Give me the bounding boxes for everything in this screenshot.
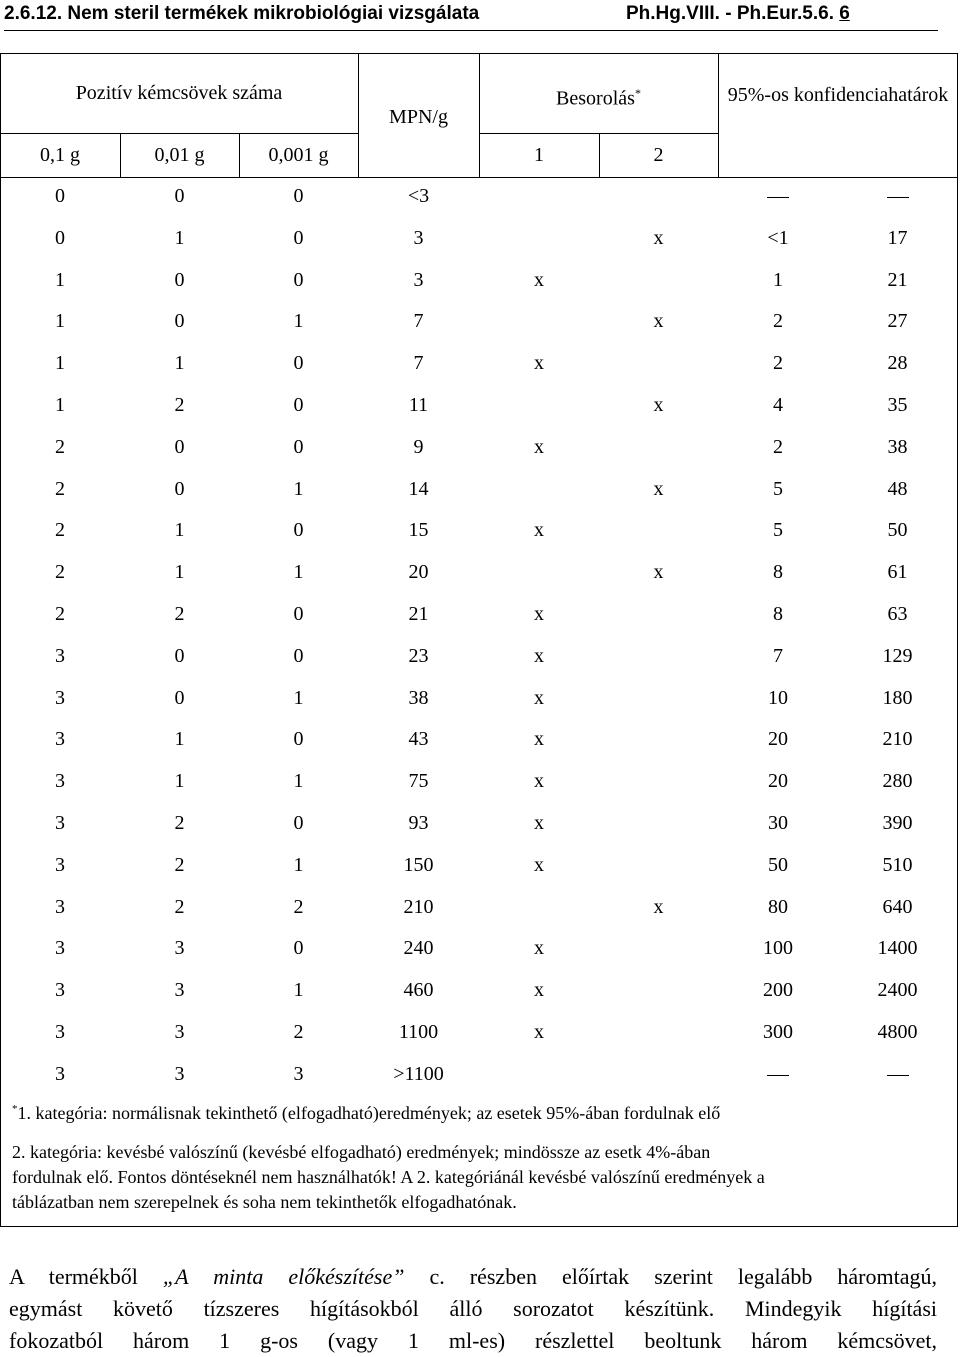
cell-lower-limit: 8	[773, 561, 783, 584]
cell-mpn-value: 21	[408, 603, 429, 625]
cell-tube-0-01g: 2	[174, 812, 185, 834]
cell-tube-0-001g: 0	[293, 352, 304, 375]
cell-upper-limit	[838, 1062, 957, 1086]
cell-tube-0-001g: 0	[293, 519, 304, 542]
cell-upper-limit: 129	[882, 644, 913, 667]
cell-tube-0-1g: 3	[55, 1062, 65, 1085]
cell-tube-0-1g: 2	[55, 519, 65, 542]
cell-mpn-value: 20	[408, 561, 429, 584]
page-number: 6	[839, 3, 850, 24]
cell-category-1: x	[534, 644, 544, 667]
cell-upper-limit: 4800	[877, 1021, 918, 1043]
cell-tube-0-1g: 3	[55, 895, 65, 918]
cell-upper-limit: 28	[887, 352, 908, 375]
cell-category-1: x	[534, 268, 544, 291]
cell-lower-limit: 2	[773, 310, 783, 333]
dash-mark	[887, 197, 909, 198]
cell-upper-limit: 510	[882, 853, 913, 876]
cell-mpn-value: 43	[408, 728, 429, 751]
cell-upper-limit: 50	[887, 519, 908, 542]
cell-lower-limit: 200	[763, 979, 793, 1002]
header-sub-0-01g: 0,01 g	[154, 144, 205, 166]
cell-category-2: x	[653, 310, 664, 333]
cell-lower-limit: 2	[773, 435, 783, 458]
cell-tube-0-1g: 2	[55, 561, 65, 584]
cell-tube-0-001g: 0	[293, 394, 304, 416]
cell-tube-0-001g: 1	[293, 686, 304, 709]
cell-mpn-value: >1100	[393, 1062, 444, 1085]
footnote-category-1: *1. kategória: normálisnak tekinthető (elfogadható)eredmények; az esetek 95%-ában fordulnak elő	[12, 1103, 721, 1123]
cell-mpn-value: 9	[413, 435, 424, 458]
cell-lower-limit	[718, 1062, 838, 1086]
cell-upper-limit: 63	[887, 603, 908, 625]
header-sub-category-2: 2	[653, 144, 664, 166]
cell-tube-0-1g: 3	[55, 1021, 65, 1043]
cell-tube-0-01g: 0	[174, 686, 185, 709]
cell-tube-0-1g: 1	[55, 394, 65, 416]
cell-tube-0-001g: 0	[293, 812, 304, 834]
cell-mpn-value: 14	[408, 477, 429, 500]
cell-lower-limit	[718, 184, 838, 208]
header-sub-0-1g: 0,1 g	[40, 144, 80, 166]
cell-tube-0-01g: 1	[174, 770, 185, 793]
cell-upper-limit	[838, 184, 957, 208]
cell-tube-0-01g: 3	[174, 1021, 185, 1043]
cell-tube-0-1g: 1	[55, 352, 65, 375]
cell-lower-limit: 80	[768, 895, 788, 918]
cell-mpn-value: 7	[413, 310, 424, 333]
cell-tube-0-001g: 1	[293, 477, 304, 500]
footnote-category-2-line-1: 2. kategória: kevésbé valószínű (kevésbé elfogadható) eredmények; mindössze az esetk 4%-ában	[12, 1142, 711, 1162]
cell-tube-0-1g: 3	[55, 937, 65, 960]
cell-tube-0-01g: 2	[174, 394, 185, 416]
cell-tube-0-01g: 0	[174, 435, 185, 458]
cell-lower-limit: 8	[773, 603, 783, 625]
cell-category-2: x	[653, 895, 664, 918]
cell-tube-0-001g: 0	[293, 268, 304, 291]
dash-mark	[767, 1075, 789, 1076]
cell-tube-0-1g: 2	[55, 603, 65, 625]
cell-lower-limit: <1	[767, 226, 789, 249]
cell-upper-limit: 17	[887, 226, 908, 249]
cell-mpn-value: 38	[408, 686, 429, 709]
cell-mpn-value: 460	[403, 979, 434, 1002]
cell-mpn-value: 23	[408, 644, 429, 667]
cell-category-1: x	[534, 728, 544, 751]
cell-upper-limit: 210	[882, 728, 913, 751]
cell-mpn-value: 240	[403, 937, 434, 960]
cell-mpn-value: 15	[408, 519, 429, 542]
dash-mark	[887, 1075, 909, 1076]
cell-category-1: x	[534, 937, 544, 960]
header-confidence-limits: 95%-os konfidenciahatárok	[727, 84, 949, 106]
header-mpn: MPN/g	[389, 106, 448, 128]
cell-upper-limit: 21	[887, 268, 908, 291]
cell-lower-limit: 10	[768, 686, 788, 709]
cell-upper-limit: 61	[887, 561, 908, 584]
cell-mpn-value: 93	[408, 812, 429, 834]
page-header	[4, 0, 938, 31]
cell-upper-limit: 1400	[877, 937, 918, 960]
cell-tube-0-001g: 2	[293, 1021, 304, 1043]
section-title: 2.6.12. Nem steril termékek mikrobiológiai vizsgálata	[4, 3, 480, 24]
cell-category-2: x	[653, 477, 664, 500]
cell-tube-0-001g: 0	[293, 226, 304, 249]
cell-tube-0-01g: 2	[174, 895, 185, 918]
cell-lower-limit: 30	[768, 812, 788, 834]
cell-upper-limit: 38	[887, 435, 908, 458]
cell-category-1: x	[534, 519, 544, 542]
cell-tube-0-001g: 0	[293, 728, 304, 751]
cell-mpn-value: 75	[408, 770, 429, 793]
cell-lower-limit: 7	[773, 644, 783, 667]
cell-tube-0-01g: 1	[174, 226, 185, 249]
cell-tube-0-001g: 1	[293, 561, 304, 584]
cell-lower-limit: 20	[768, 770, 788, 793]
cell-upper-limit: 280	[882, 770, 913, 793]
cell-category-2: x	[653, 394, 664, 416]
cell-lower-limit: 5	[773, 519, 783, 542]
dash-mark	[767, 197, 789, 198]
cell-lower-limit: 50	[768, 853, 788, 876]
cell-category-1: x	[534, 435, 544, 458]
cell-tube-0-1g: 2	[55, 477, 65, 500]
cell-lower-limit: 300	[763, 1021, 793, 1043]
cell-lower-limit: 2	[773, 352, 783, 375]
cell-mpn-value: 7	[413, 352, 424, 375]
cell-tube-0-01g: 2	[174, 603, 185, 625]
cell-tube-0-1g: 3	[55, 812, 65, 834]
cell-tube-0-01g: 1	[174, 561, 185, 584]
cell-tube-0-01g: 2	[174, 853, 185, 876]
cell-tube-0-001g: 0	[293, 937, 304, 960]
cell-tube-0-01g: 0	[174, 644, 185, 667]
footnote-category-2-line-3: táblázatban nem szerepelnek és soha nem tekinthetők elfogadhatónak.	[12, 1192, 517, 1212]
cell-category-1: x	[534, 770, 544, 793]
body-paragraph-line-3: fokozatból három 1 g-os (vagy 1 ml-es) részlettel beoltunk három kémcsövet,	[9, 1328, 937, 1353]
cell-tube-0-001g: 2	[293, 895, 304, 918]
header-positive-tubes: Pozitív kémcsövek száma	[75, 82, 283, 104]
cell-upper-limit: 2400	[877, 979, 918, 1002]
cell-tube-0-001g: 1	[293, 770, 304, 793]
body-paragraph-line-2: egymást követő tízszeres hígításokból álló sorozatot készítünk. Mindegyik hígítási	[9, 1296, 937, 1321]
cell-mpn-value: 150	[403, 853, 434, 876]
cell-category-2: x	[653, 561, 664, 584]
cell-tube-0-001g: 0	[293, 185, 304, 207]
cell-tube-0-01g: 3	[174, 979, 185, 1002]
cell-upper-limit: 640	[882, 895, 913, 918]
cell-tube-0-1g: 3	[55, 686, 65, 709]
cell-category-1: x	[534, 686, 544, 709]
cell-category-1: x	[534, 1021, 544, 1043]
cell-tube-0-001g: 1	[293, 310, 304, 333]
cell-tube-0-1g: 0	[55, 226, 65, 249]
cell-lower-limit: 1	[773, 268, 783, 291]
cell-category-2: x	[653, 226, 664, 249]
footnote-category-2-line-2: fordulnak elő. Fontos döntéseknél nem használhatók! A 2. kategóriánál kevésbé valószínű eredmények a	[12, 1167, 765, 1187]
cell-tube-0-01g: 0	[174, 268, 185, 291]
cell-tube-0-1g: 1	[55, 268, 65, 291]
cell-lower-limit: 5	[773, 477, 783, 500]
cell-mpn-value: 3	[413, 226, 424, 249]
cell-tube-0-01g: 0	[174, 310, 185, 333]
cell-lower-limit: 4	[773, 394, 783, 416]
cell-upper-limit: 390	[882, 812, 913, 834]
cell-tube-0-01g: 3	[174, 1062, 185, 1085]
cell-tube-0-001g: 3	[293, 1062, 304, 1085]
cell-tube-0-001g: 0	[293, 644, 304, 667]
header-category: Besorolás*	[556, 86, 641, 110]
cell-upper-limit: 27	[887, 310, 908, 333]
cell-tube-0-1g: 3	[55, 770, 65, 793]
cell-tube-0-1g: 3	[55, 853, 65, 876]
cell-upper-limit: 180	[882, 686, 913, 709]
cell-tube-0-01g: 1	[174, 352, 185, 375]
cell-tube-0-001g: 0	[293, 603, 304, 625]
cell-tube-0-01g: 0	[174, 185, 185, 207]
cell-mpn-value: 1100	[398, 1021, 439, 1043]
header-sub-0-001g: 0,001 g	[268, 144, 329, 166]
cell-tube-0-001g: 1	[293, 853, 304, 876]
cell-upper-limit: 48	[887, 477, 908, 500]
cell-mpn-value: 3	[413, 268, 424, 291]
cell-category-1: x	[534, 979, 544, 1002]
cell-tube-0-1g: 0	[55, 185, 65, 207]
mpn-table	[0, 53, 960, 1227]
cell-tube-0-1g: 3	[55, 728, 65, 751]
cell-category-1: x	[534, 603, 544, 625]
cell-tube-0-01g: 1	[174, 728, 185, 751]
cell-lower-limit: 100	[763, 937, 793, 960]
cell-tube-0-1g: 1	[55, 310, 65, 333]
cell-tube-0-01g: 3	[174, 937, 185, 960]
cell-tube-0-1g: 2	[55, 435, 65, 458]
cell-mpn-value: 11	[408, 394, 429, 416]
cell-tube-0-01g: 1	[174, 519, 185, 542]
cell-category-1: x	[534, 352, 544, 375]
body-paragraph-line-1: A termékből „A minta előkészítése” c. részben előírtak szerint legalább háromtagú,	[9, 1264, 937, 1289]
cell-tube-0-1g: 3	[55, 644, 65, 667]
cell-mpn-value: <3	[407, 185, 430, 207]
cell-mpn-value: 210	[403, 895, 434, 918]
cell-tube-0-01g: 0	[174, 477, 185, 500]
cell-upper-limit: 35	[887, 394, 908, 416]
header-sub-category-1: 1	[534, 144, 544, 166]
cell-tube-0-001g: 0	[293, 435, 304, 458]
cell-category-1: x	[534, 853, 544, 876]
cell-tube-0-001g: 1	[293, 979, 304, 1002]
cell-category-1: x	[534, 812, 544, 834]
cell-tube-0-1g: 3	[55, 979, 65, 1002]
cell-lower-limit: 20	[768, 728, 788, 751]
pharmacopoeia-reference: Ph.Hg.VIII. - Ph.Eur.5.6. 6	[626, 3, 850, 24]
